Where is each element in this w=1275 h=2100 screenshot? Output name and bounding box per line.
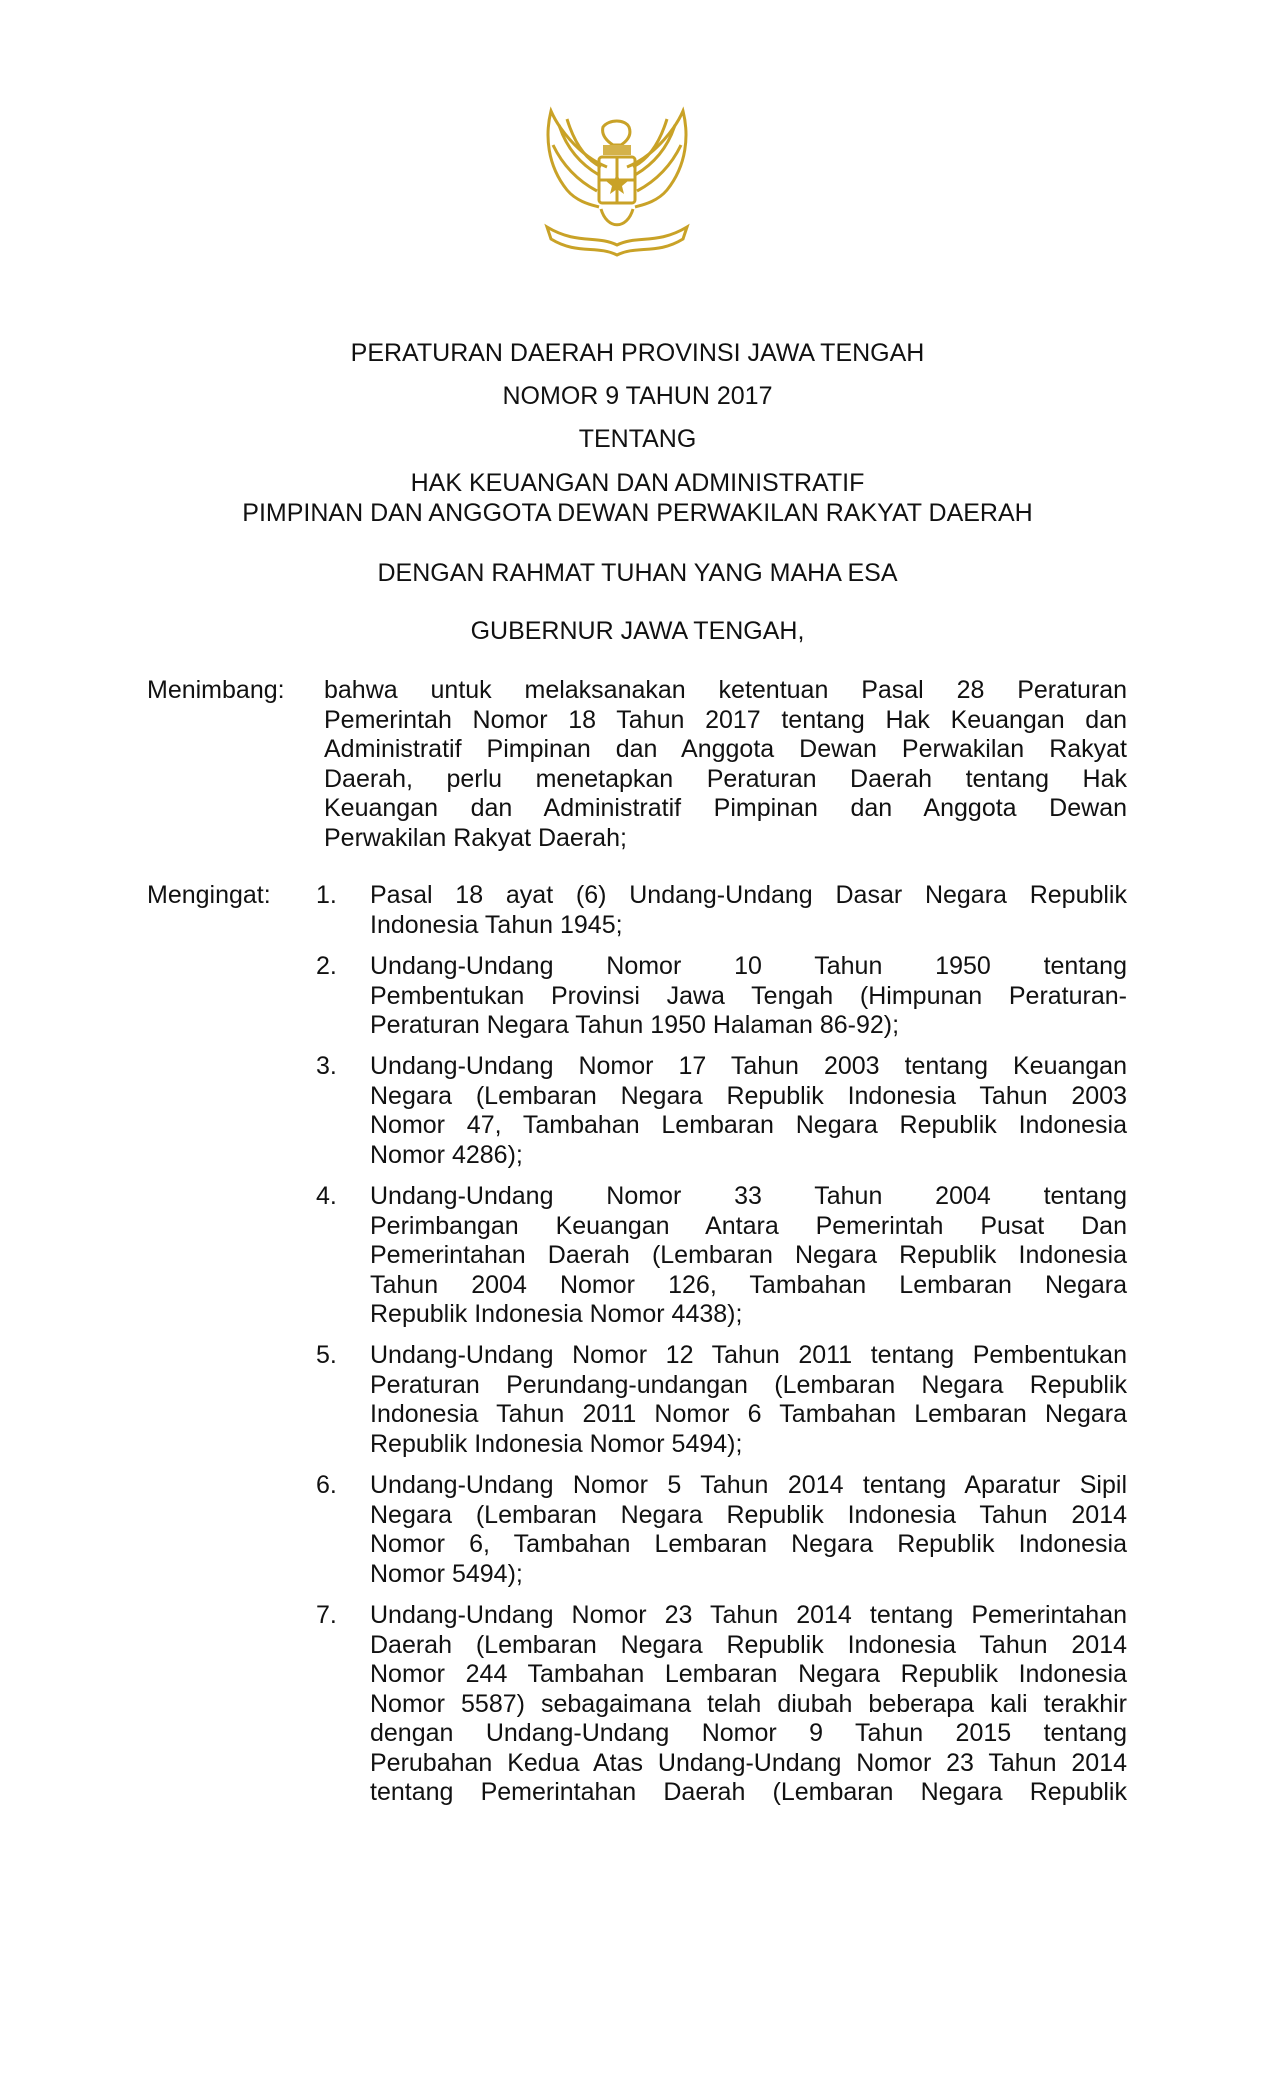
text-line: Daerah (Lembaran Negara Republik Indonesia Tahun 2014	[370, 1630, 1127, 1659]
list-number: 6.	[316, 1471, 337, 1499]
text-line: Negara (Lembaran Negara Republik Indonesia Tahun 2003	[370, 1081, 1127, 1110]
text-line: Administratif Pimpinan dan Anggota Dewan Perwakilan Rakyat	[324, 735, 1127, 763]
text-line: Republik Indonesia Nomor 5494);	[370, 1429, 743, 1458]
text-line: Keuangan dan Administratif Pimpinan dan Anggota Dewan	[324, 794, 1127, 822]
text-line: Pasal 18 ayat (6) Undang-Undang Dasar Negara Republik	[370, 881, 1127, 909]
text-line: tentang Pemerintahan Daerah (Lembaran Negara Republik	[370, 1778, 1127, 1806]
list-number: 2.	[316, 952, 337, 980]
text-line: dengan Undang-Undang Nomor 9 Tahun 2015 tentang	[370, 1719, 1127, 1747]
text-line: Undang-Undang Nomor 10 Tahun 1950 tentang	[370, 952, 1127, 980]
regulation-number: NOMOR 9 TAHUN 2017	[502, 382, 773, 410]
text-line: Indonesia Tahun 2011 Nomor 6 Tambahan Lembaran Negara	[370, 1400, 1127, 1428]
list-item	[370, 1182, 1127, 1330]
text-line: Nomor 244 Tambahan Lembaran Negara Republik Indonesia	[370, 1660, 1127, 1688]
text-line: Undang-Undang Nomor 23 Tahun 2014 tentang Pemerintahan	[370, 1601, 1127, 1629]
text-line: Nomor 6, Tambahan Lembaran Negara Republik Indonesia	[370, 1530, 1127, 1558]
regulation-subject-line2: PIMPINAN DAN ANGGOTA DEWAN PERWAKILAN RAKYAT DAERAH	[242, 499, 1033, 527]
text-line: Pembentukan Provinsi Jawa Tengah (Himpunan Peraturan-	[370, 981, 1127, 1010]
text-line: Indonesia Tahun 1945;	[370, 910, 623, 939]
menimbang-text	[324, 676, 1127, 853]
text-line: Tahun 2004 Nomor 126, Tambahan Lembaran Negara	[370, 1270, 1127, 1299]
text-line: Pemerintah Nomor 18 Tahun 2017 tentang Hak Keuangan dan	[324, 705, 1127, 734]
text-line: Negara (Lembaran Negara Republik Indonesia Tahun 2014	[370, 1500, 1127, 1529]
text-line: Undang-Undang Nomor 33 Tahun 2004 tentang	[370, 1182, 1127, 1210]
text-line: Perwakilan Rakyat Daerah;	[324, 823, 627, 852]
list-item	[370, 881, 1127, 940]
regulation-subject-line1: HAK KEUANGAN DAN ADMINISTRATIF	[410, 469, 865, 497]
menimbang-label: Menimbang:	[147, 676, 285, 704]
list-number: 5.	[316, 1341, 337, 1369]
list-item	[370, 1471, 1127, 1589]
text-line: Daerah, perlu menetapkan Peraturan Daerah tentang Hak	[324, 764, 1127, 793]
list-number: 3.	[316, 1052, 337, 1080]
regulation-about: TENTANG	[578, 425, 697, 453]
regulation-title: PERATURAN DAERAH PROVINSI JAWA TENGAH	[350, 339, 925, 367]
text-line: Undang-Undang Nomor 17 Tahun 2003 tentang Keuangan	[370, 1052, 1127, 1080]
mengingat-label: Mengingat:	[147, 881, 271, 909]
list-number: 7.	[316, 1601, 337, 1629]
text-line: Perimbangan Keuangan Antara Pemerintah Pusat Dan	[370, 1211, 1127, 1240]
list-number: 1.	[316, 881, 337, 909]
text-line: Nomor 47, Tambahan Lembaran Negara Republik Indonesia	[370, 1111, 1127, 1139]
text-line: Republik Indonesia Nomor 4438);	[370, 1300, 743, 1328]
text-line: Nomor 5587) sebagaimana telah diubah beberapa kali terakhir	[370, 1689, 1127, 1718]
text-line: Undang-Undang Nomor 5 Tahun 2014 tentang Aparatur Sipil	[370, 1471, 1127, 1499]
list-item	[370, 1601, 1127, 1808]
text-line: Peraturan Negara Tahun 1950 Halaman 86-92);	[370, 1011, 900, 1039]
text-line: Nomor 5494);	[370, 1559, 523, 1588]
garuda-emblem-icon	[537, 105, 697, 277]
text-line: bahwa untuk melaksanakan ketentuan Pasal 28 Peraturan	[324, 676, 1127, 704]
list-item	[370, 952, 1127, 1041]
invocation: DENGAN RAHMAT TUHAN YANG MAHA ESA	[377, 559, 898, 587]
list-item	[370, 1052, 1127, 1170]
text-line: Peraturan Perundang-undangan (Lembaran Negara Republik	[370, 1370, 1127, 1399]
text-line: Nomor 4286);	[370, 1140, 523, 1169]
list-item	[370, 1341, 1127, 1459]
list-number: 4.	[316, 1182, 337, 1210]
text-line: Pemerintahan Daerah (Lembaran Negara Republik Indonesia	[370, 1241, 1127, 1269]
authority: GUBERNUR JAWA TENGAH,	[470, 617, 805, 645]
text-line: Undang-Undang Nomor 12 Tahun 2011 tentang Pembentukan	[370, 1341, 1127, 1369]
text-line: Perubahan Kedua Atas Undang-Undang Nomor 23 Tahun 2014	[370, 1748, 1127, 1777]
